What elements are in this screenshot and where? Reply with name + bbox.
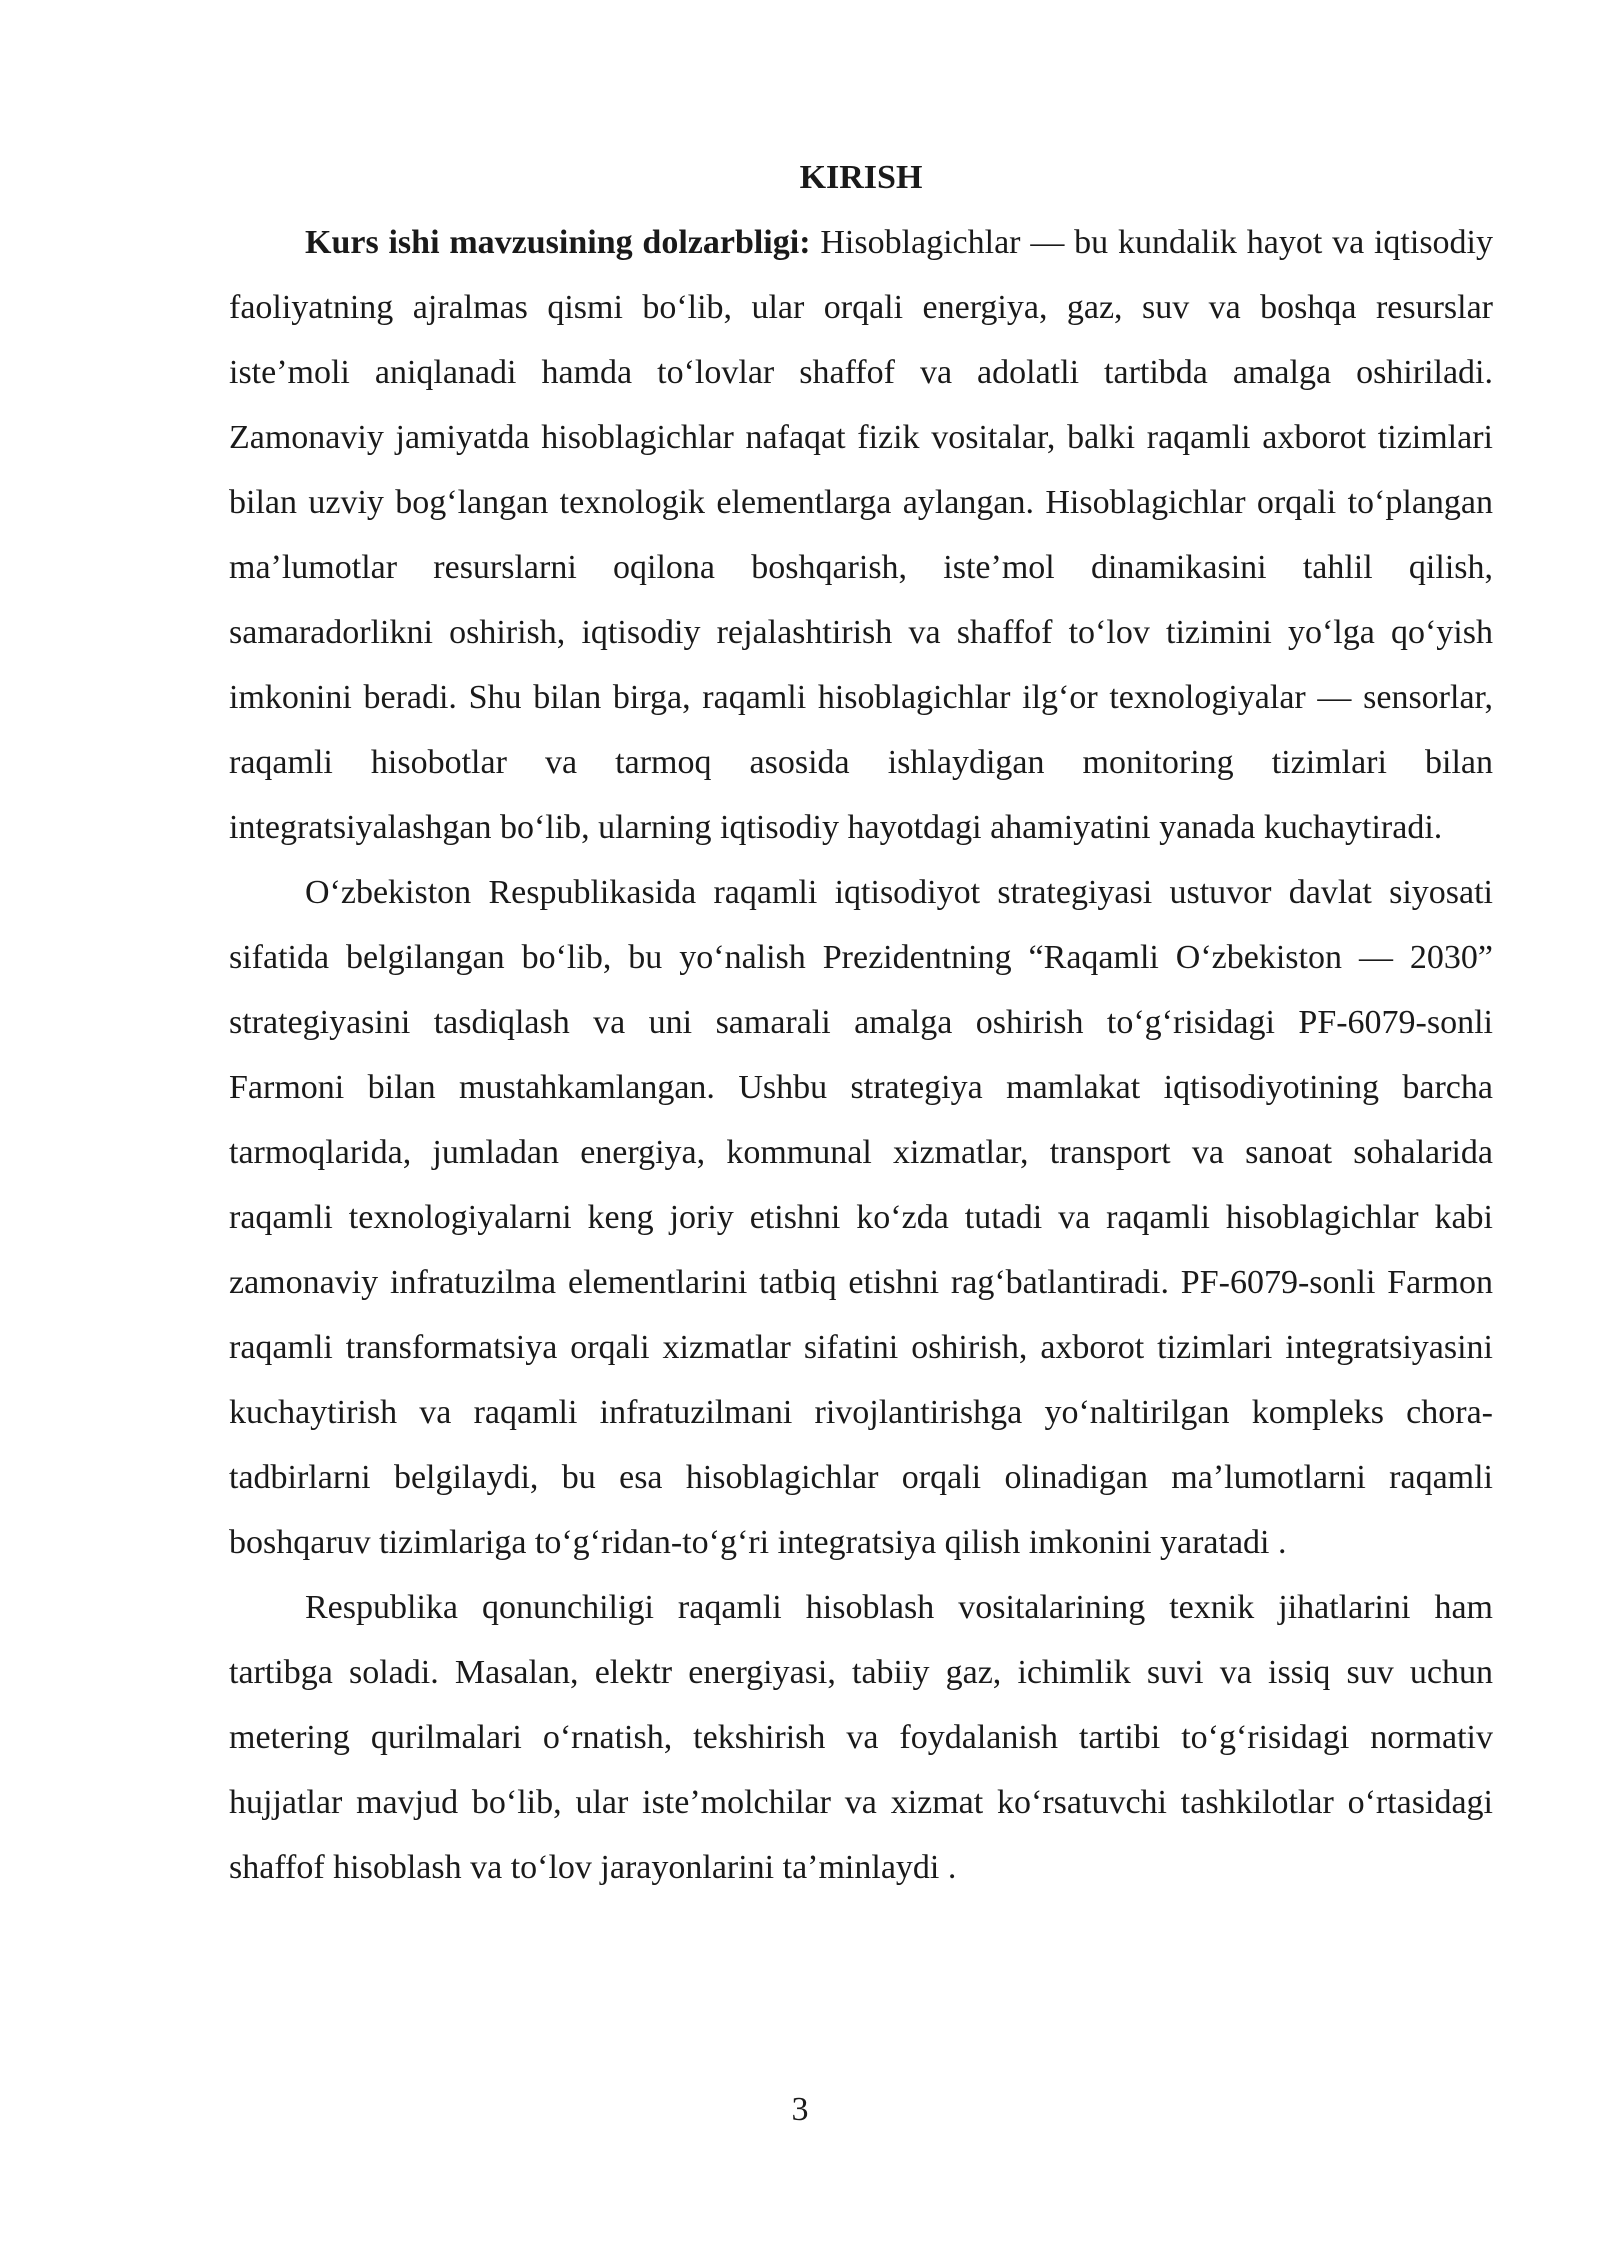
paragraph-lead-heading: Kurs ishi mavzusining dolzarbligi: [305, 224, 811, 261]
page-number: 3 [791, 2091, 809, 2128]
page-content [229, 146, 1493, 1900]
paragraph-legislation: Respublika qonunchiligi raqamli hisoblash vositalarining texnik jihatlarini ham tartibga soladi. Masalan, elektr energiyasi, tabiiy gaz, ichimlik suvi va issiq suv uchun metering qurilmalari oʻrnatish, tekshirish va foydalanish tartibi toʻgʻrisidagi normativ hujjatlar mavjud boʻlib, ular isteʼmolchilar va xizmat koʻrsatuvchi tashkilotlar oʻrtasidagi shaffof hisoblash va toʻlov jarayonlarini taʼminlaydi . [229, 1589, 1493, 1886]
paragraph-relevance [229, 210, 1493, 860]
paragraph-strategy: Oʻzbekiston Respublikasida raqamli iqtisodiyot strategiyasi ustuvor davlat siyosati sifatida belgilangan boʻlib, bu yoʻnalish Prezidentning “Raqamli Oʻzbekiston — 2030” strategiyasini tasdiqlash va uni samarali amalga oshirish toʻgʻrisidagi PF-6079-sonli Farmoni bilan mustahkamlangan. Ushbu strategiya mamlakat iqtisodiyotining barcha tarmoqlarida, jumladan energiya, kommunal xizmatlar, transport va sanoat sohalarida raqamli texnologiyalarni keng joriy etishni koʻzda tutadi va raqamli hisoblagichlar kabi zamonaviy infratuzilma elementlarini tatbiq etishni ragʻbatlantiradi. PF-6079-sonli Farmon raqamli transformatsiya orqali xizmatlar sifatini oshirish, axborot tizimlari integratsiyasini kuchaytirish va raqamli infratuzilmani rivojlantirishga yoʻnaltirilgan kompleks chora-tadbirlarni belgilaydi, bu esa hisoblagichlar orqali olinadigan maʼlumotlarni raqamli boshqaruv tizimlariga toʻgʻridan-toʻgʻri integratsiya qilish imkonini yaratadi . [229, 874, 1493, 1561]
paragraph-body: Hisoblagichlar — bu kundalik hayot va iqtisodiy faoliyatning ajralmas qismi boʻlib, ular orqali energiya, gaz, suv va boshqa resurslar isteʼmoli aniqlanadi hamda toʻlovlar shaffof va adolatli tartibda amalga oshiriladi. Zamonaviy jamiyatda hisoblagichlar nafaqat fizik vositalar, balki raqamli axborot tizimlari bilan uzviy bogʻlangan texnologik elementlarga aylangan. Hisoblagichlar orqali toʻplangan maʼlumotlar resurslarni oqilona boshqarish, isteʼmol dinamikasini tahlil qilish, samaradorlikni oshirish, iqtisodiy rejalashtirish va shaffof toʻlov tizimini yoʻlga qoʻyish imkonini beradi. Shu bilan birga, raqamli hisoblagichlar ilgʻor texnologiyalar — sensorlar, raqamli hisobotlar va tarmoq asosida ishlaydigan monitoring tizimlari bilan integratsiyalashgan boʻlib, ularning iqtisodiy hayotdagi ahamiyatini yanada kuchaytiradi. [229, 224, 1494, 846]
section-title: KIRISH [799, 159, 923, 196]
